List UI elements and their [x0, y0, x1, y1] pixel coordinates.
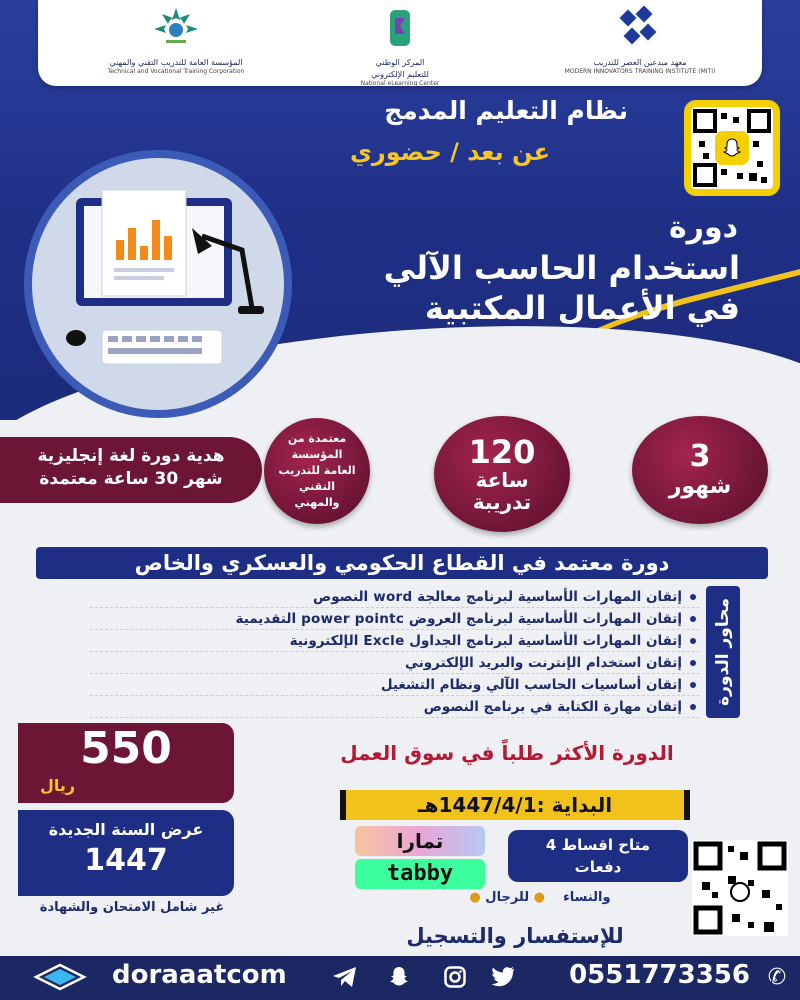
tamara-logo: تمارا [355, 826, 485, 856]
nelc-name-en: National eLearning Center [360, 80, 440, 87]
hours-unit-2: تدريبة [472, 490, 532, 514]
snapchat-qr-code[interactable] [684, 100, 780, 196]
tabby-logo: tabby [355, 859, 485, 889]
course-title [300, 248, 740, 328]
nelc-emblem-icon [376, 6, 424, 52]
gift-line-1: هدية دورة لغة إنجليزية [37, 446, 225, 466]
whatsapp-icon [731, 883, 749, 901]
list-item: إتقان استخدام الإنترنت والبريد الإلكتروني [90, 652, 700, 674]
course-axes-label [706, 586, 740, 718]
miti-logo [540, 6, 740, 82]
women-icon: ● [469, 890, 481, 905]
months-unit: شهور [668, 474, 732, 499]
months-value: 3 [689, 439, 711, 474]
instagram-icon[interactable] [440, 962, 470, 992]
offer-year: 1447 [84, 843, 168, 878]
layers-logo-icon [30, 962, 90, 992]
women-label: والنساء [563, 890, 611, 905]
nelc-logo [300, 6, 500, 87]
tvtc-logo [76, 6, 276, 82]
twitter-icon[interactable] [488, 962, 518, 992]
website-handle[interactable]: doraaatcom [112, 960, 287, 990]
gift-badge [0, 437, 262, 503]
accreditation-banner: دورة معتمد في القطاع الحكومي والعسكري والخاص [36, 547, 768, 579]
installments-line-2: دفعات [574, 858, 622, 876]
nelc-name-ar-1: المركز الوطني [375, 58, 425, 67]
gender-info [392, 890, 688, 912]
qr-grid-icon [692, 840, 788, 936]
accreditation-circle [264, 418, 370, 524]
learning-system-title: نظام التعليم المدمج [384, 96, 628, 125]
telegram-icon[interactable] [330, 962, 360, 992]
accreditation-text: معتمدة من المؤسسة العامة للتدريب التقني والمهني [278, 432, 356, 509]
course-axes-list [90, 586, 700, 718]
whatsapp-qr-code[interactable] [692, 840, 788, 936]
price-value: 550 [80, 723, 172, 774]
miti-name-en: MODERN INNOVATORS TRAINING INSTITUTE (MITI) [564, 68, 716, 75]
offer-label: عرض السنة الجديدة [48, 820, 204, 839]
course-label: دورة [668, 210, 738, 245]
installments-line-1: متاح اقساط 4 [545, 836, 651, 854]
snapchat-ghost-icon [715, 131, 749, 165]
miti-emblem-icon [616, 6, 664, 52]
demand-tagline: الدورة الأكثر طلباً في سوق العمل [340, 741, 674, 765]
nelc-name-ar-2: للتعليم الإلكتروني [371, 70, 429, 79]
computer-illustration [24, 150, 292, 418]
men-label: للرجال [485, 890, 530, 905]
miti-name-ar: معهد مبدعين العصر للتدريب [593, 58, 687, 67]
installments-badge [508, 830, 688, 882]
course-axes-label-text: محاور الدورة [713, 598, 733, 706]
list-item: إتقان المهارات الأساسية لبرنامج معالجة word النصوص [90, 586, 700, 608]
gift-line-2: شهر 30 ساعة معتمدة [39, 469, 223, 489]
men-icon: ● [533, 890, 545, 905]
tvtc-name-ar: المؤسسة العامة للتدريب التقني والمهني [109, 58, 243, 67]
qr-pattern [691, 107, 773, 189]
start-date: البداية :1447/4/1هـ [340, 790, 690, 820]
list-item: إتقان مهارة الكتابة في برنامج النصوص [90, 696, 700, 718]
learning-mode: عن بعد / حضوري [349, 138, 550, 166]
inquiry-label: للإستفسار والتسجيل [406, 924, 624, 948]
list-item: إتقان أساسيات الحاسب الآلي ونظام التشغيل [90, 674, 700, 696]
hours-value: 120 [468, 433, 536, 471]
course-title-line-2: في الأعمال المكتبية [424, 289, 740, 327]
tvtc-emblem-icon [152, 6, 200, 52]
whatsapp-icon[interactable]: ✆ [767, 964, 787, 990]
list-item: إتقان المهارات الأساسية لبرنامج الجداول Excle الإلكترونية [90, 630, 700, 652]
phone-number[interactable]: 0551773356 [569, 960, 750, 990]
course-title-line-1: استخدام الحاسب الآلي [383, 249, 740, 287]
months-circle [632, 416, 768, 524]
desktop-computer-icon [32, 158, 284, 410]
price-currency: ريال [40, 776, 76, 795]
exclusion-note: غير شامل الامتحان والشهادة [39, 900, 225, 915]
offer-box [18, 810, 234, 896]
hours-circle [434, 416, 570, 532]
list-item: إتقان المهارات الأساسية لبرنامج العروض power pointc التقديمية [90, 608, 700, 630]
hours-unit-1: ساعة [475, 468, 529, 492]
tvtc-name-en: Technical and Vocational Training Corporation [107, 68, 245, 75]
snapchat-icon[interactable] [384, 962, 414, 992]
